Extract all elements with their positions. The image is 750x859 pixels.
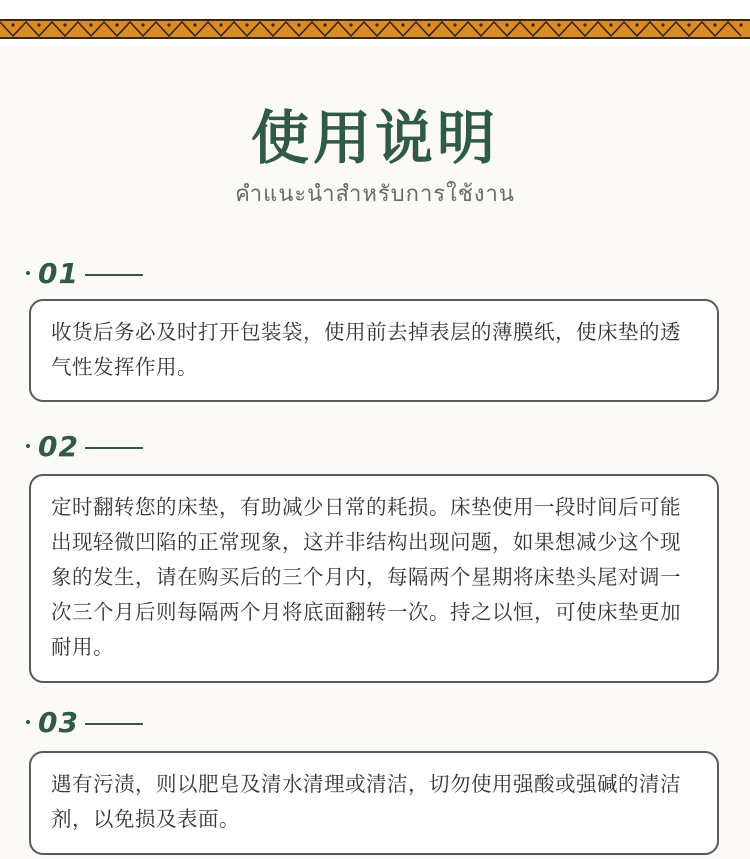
divider-line	[85, 447, 143, 449]
step-number: 03	[38, 705, 79, 739]
instruction-text: 定时翻转您的床垫，有助减少日常的耗损。床垫使用一段时间后可能出现轻微凹陷的正常现象，这并非结构出现问题，如果想减少这个现象的发生，请在购买后的三个月内，每隔两个星期将床垫头尾对调一次三个月后则每隔两个月将底面翻转一次。持之以恒，可使床垫更加耐用。	[51, 495, 681, 659]
instruction-text: 遇有污渍，则以肥皂及清水清理或清洁，切勿使用强酸或强碱的清洁剂，以免损及表面。	[51, 772, 681, 831]
step-number-heading	[26, 256, 143, 290]
divider-line	[85, 723, 143, 725]
dot-icon	[26, 444, 30, 448]
dot-icon	[26, 271, 30, 275]
instruction-card	[29, 474, 719, 683]
step-number: 01	[38, 256, 79, 290]
step-number-heading	[26, 429, 143, 463]
instruction-card	[29, 299, 719, 402]
zigzag-pattern	[0, 0, 750, 46]
page-subtitle: คำแนะนำสำหรับการใช้งาน	[235, 182, 515, 207]
divider-line	[85, 274, 143, 276]
step-number-heading	[26, 705, 143, 739]
step-number: 02	[38, 429, 79, 463]
decorative-top-border	[0, 0, 750, 46]
dot-icon	[26, 720, 30, 724]
instruction-card	[29, 751, 719, 855]
instruction-text: 收货后务必及时打开包装袋，使用前去掉表层的薄膜纸，使床垫的透气性发挥作用。	[51, 320, 681, 379]
page-title: 使用说明	[250, 104, 499, 172]
